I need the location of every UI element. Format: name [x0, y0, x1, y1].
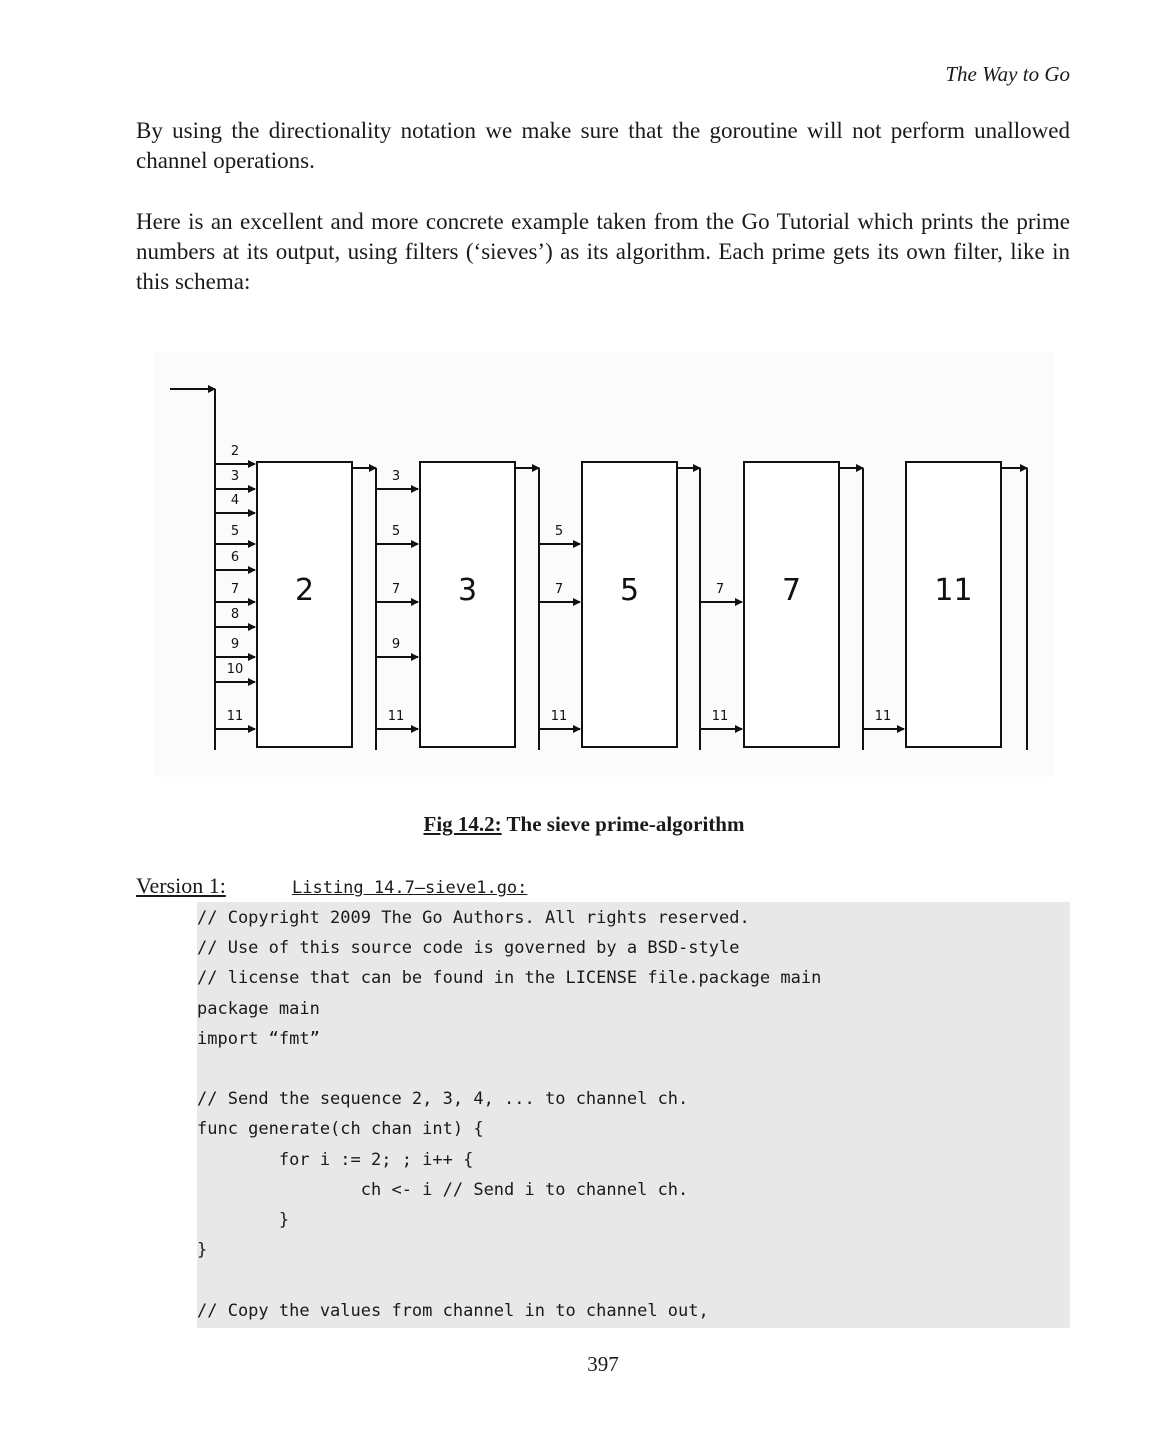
code-line: func generate(ch chan int) {	[197, 1119, 484, 1140]
code-line: import “fmt”	[197, 1028, 320, 1049]
input-label: 10	[226, 662, 244, 677]
sieve-diagram-svg	[155, 352, 1053, 777]
input-label: 11	[226, 709, 244, 724]
running-header: The Way to Go	[945, 62, 1070, 86]
code-line: // Use of this source code is governed by a BSD-style	[197, 938, 740, 959]
code-line: }	[197, 1210, 290, 1230]
input-label: 7	[391, 582, 401, 597]
figure-caption-text: The sieve prime-algorithm	[501, 812, 745, 836]
code-line: // license that can be found in the LICENSE file.package main	[197, 968, 822, 989]
code-line: package main	[197, 998, 320, 1019]
code-block	[197, 902, 1070, 1328]
code-line: // Copy the values from channel in to channel out,	[197, 1300, 709, 1321]
input-label: 8	[230, 607, 240, 622]
input-label: 9	[230, 637, 240, 652]
paragraph-sieve-intro: Here is an excellent and more concrete example taken from the Go Tutorial which prints the prime numbers at its output, using filters (‘sieves’) as its algorithm. Each prime gets its own filter, like in this schema:	[136, 209, 1070, 294]
filter-label-5: 5	[619, 573, 640, 608]
input-label: 5	[391, 524, 401, 539]
input-label: 7	[715, 582, 725, 597]
input-label: 7	[554, 582, 564, 597]
input-label: 4	[230, 493, 240, 508]
input-label: 3	[230, 469, 240, 484]
listing-label: Listing 14.7—sieve1.go:	[292, 878, 528, 898]
code-line: // Copyright 2009 The Go Authors. All rights reserved.	[197, 908, 750, 928]
input-label: 9	[391, 637, 401, 652]
figure-caption-ref: Fig 14.2:	[423, 812, 502, 836]
version-label: Version 1:	[136, 873, 226, 898]
code-line: }	[197, 1240, 208, 1261]
paragraph-directionality: By using the directionality notation we make sure that the goroutine will not perform unallowed channel operations.	[136, 118, 1070, 173]
page-number: 397	[587, 1352, 619, 1376]
filter-label-7: 7	[781, 573, 802, 608]
filter-label-2: 2	[294, 573, 315, 608]
input-label: 11	[550, 709, 568, 724]
input-label: 11	[874, 709, 892, 724]
figure-caption	[0, 812, 1168, 837]
input-label: 11	[711, 709, 729, 724]
code-line: for i := 2; ; i++ {	[197, 1149, 474, 1170]
input-label: 3	[391, 469, 401, 484]
code-line: // Send the sequence 2, 3, 4, ... to channel ch.	[197, 1089, 689, 1110]
filter-label-11: 11	[934, 573, 973, 608]
input-label: 2	[230, 444, 240, 459]
sieve-diagram	[155, 352, 1053, 777]
code-line: ch <- i // Send i to channel ch.	[197, 1179, 689, 1200]
input-label: 11	[387, 709, 405, 724]
input-label: 7	[230, 582, 240, 597]
input-label: 5	[554, 524, 564, 539]
input-label: 5	[230, 524, 240, 539]
input-label: 6	[230, 550, 240, 565]
filter-label-3: 3	[457, 573, 478, 608]
